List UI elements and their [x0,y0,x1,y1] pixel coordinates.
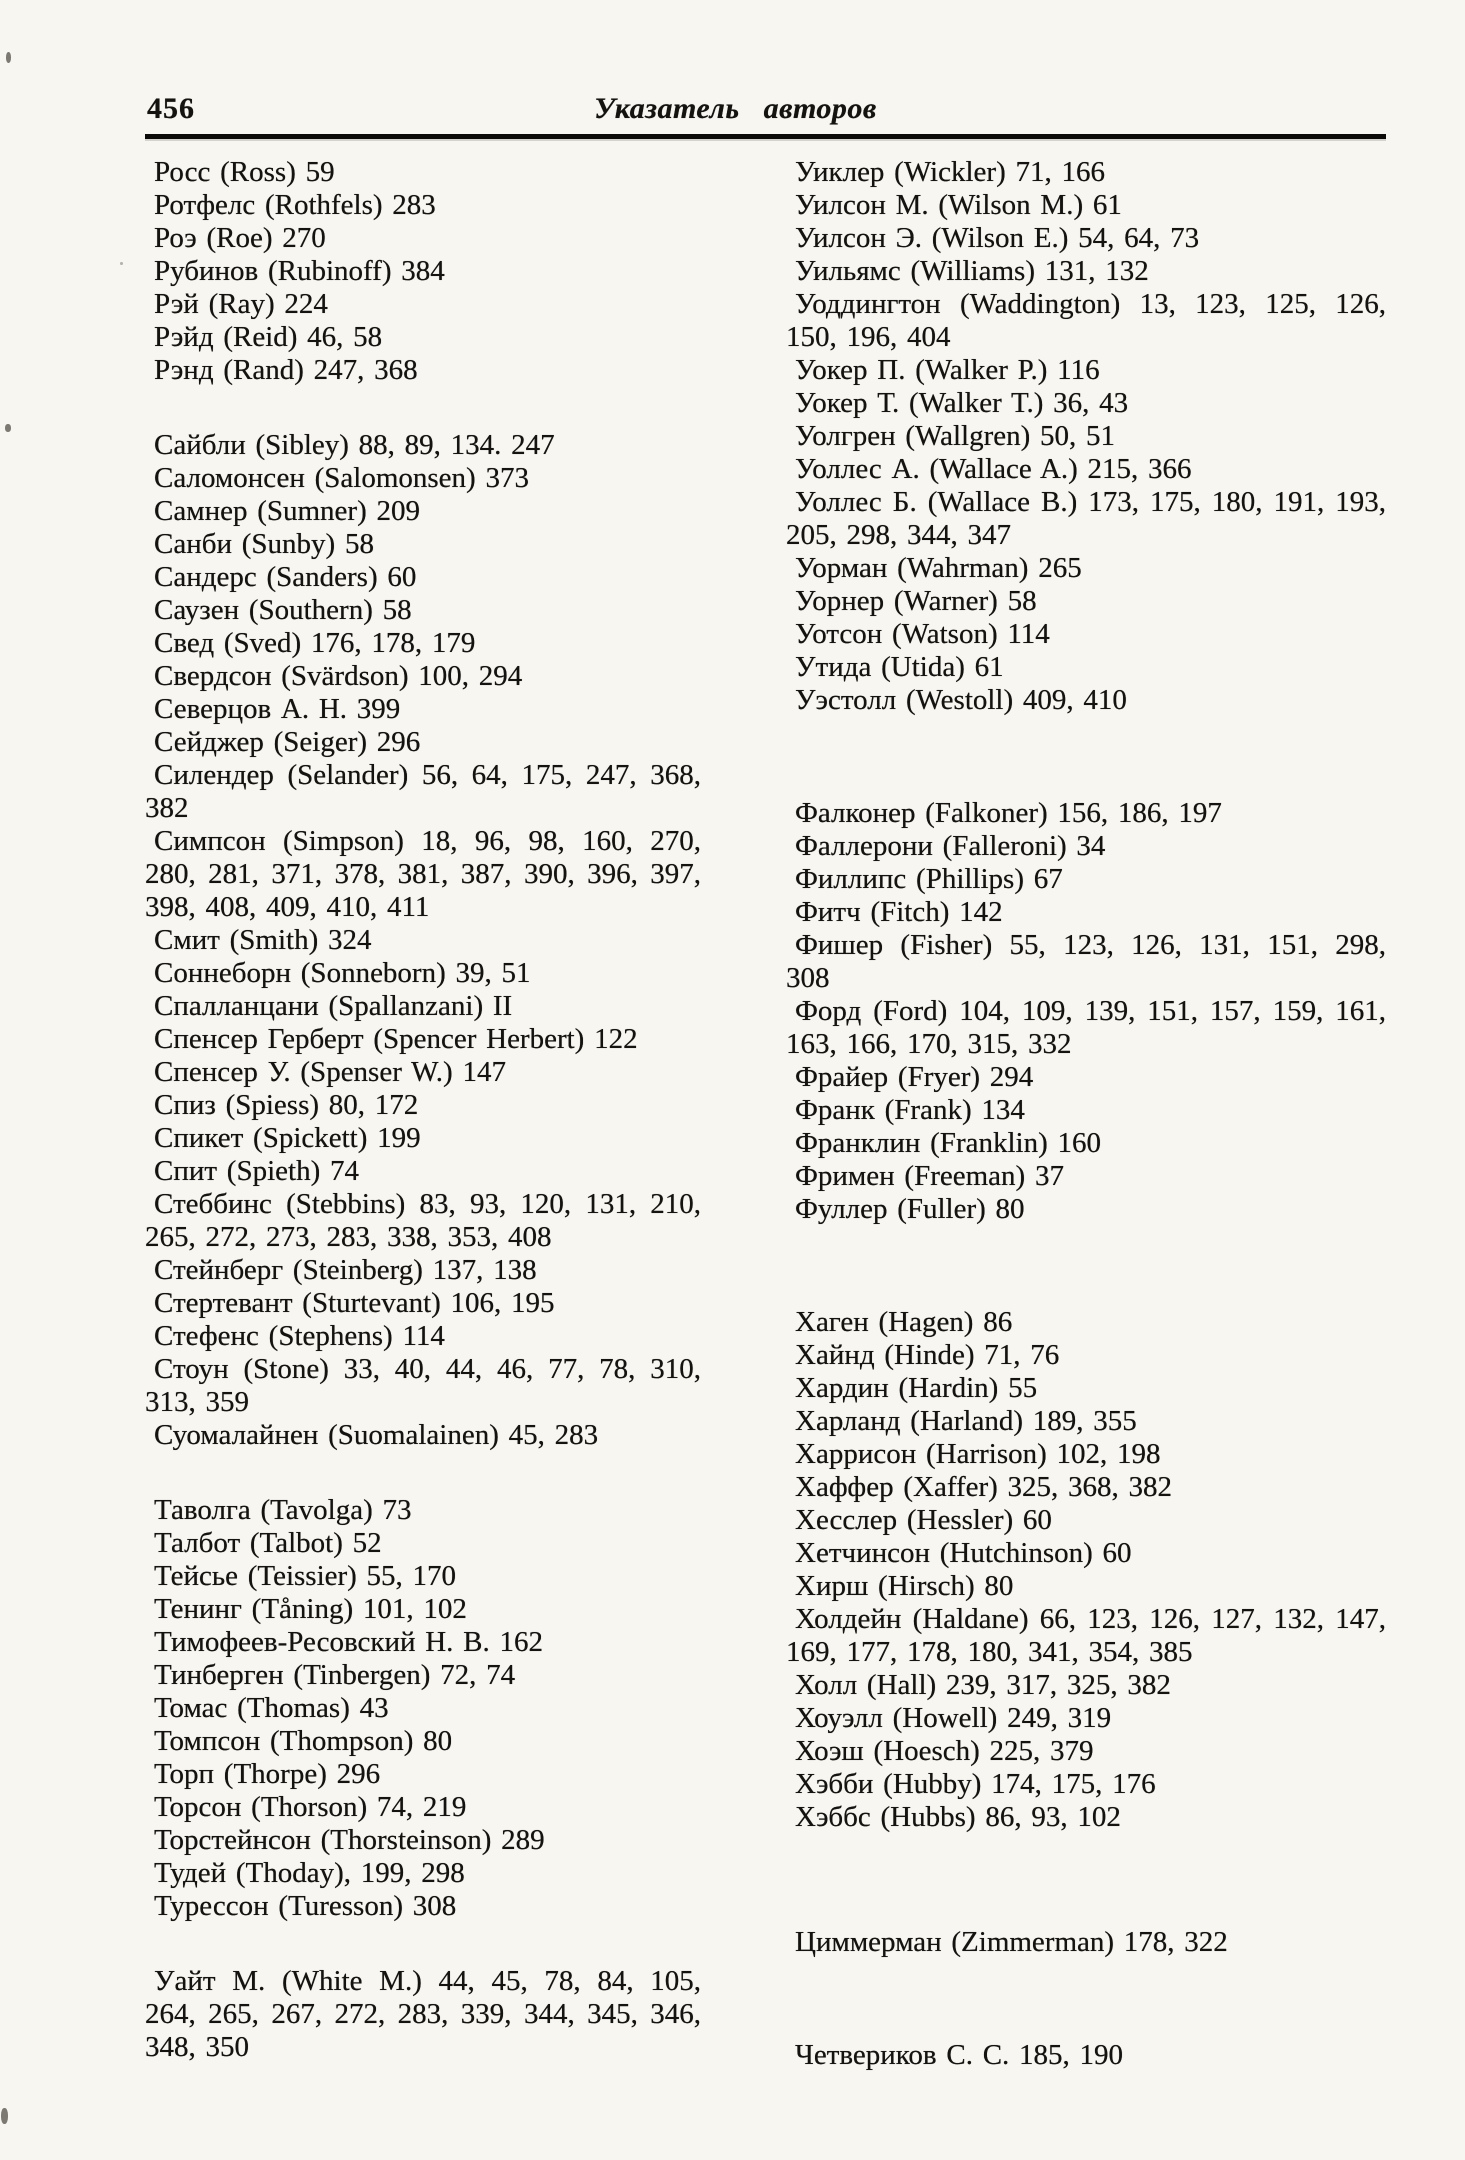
index-entry: Хесслер (Hessler) 60 [795,1504,1052,1536]
index-entry: Уорман (Wahrman) 265 [795,552,1082,584]
index-entry: Турессон (Turesson) 308 [154,1890,457,1922]
index-entry: Стоун (Stone) 33, 40, 44, 46, 77, 78, 310, 313, 359 [145,1353,701,1418]
index-entry: Уотсон (Watson) 114 [795,618,1050,650]
scan-speck [6,52,11,63]
index-entry: Силендер (Selander) 56, 64, 175, 247, 368, 382 [145,759,701,824]
index-entry: Томпсон (Thompson) 80 [154,1725,453,1757]
index-entry: Свед (Sved) 176, 178, 179 [154,627,476,659]
index-entry: Холдейн (Haldane) 66, 123, 126, 127, 132, 147, 169, 177, 178, 180, 341, 354, 385 [786,1603,1386,1668]
index-columns [145,156,1386,2072]
index-entry: Таволга (Tavolga) 73 [154,1494,412,1526]
index-entry: Санби (Sunby) 58 [154,528,374,560]
header-rule [145,134,1386,139]
index-entry: Утида (Utida) 61 [795,651,1004,683]
scan-speck [5,424,11,432]
index-entry: Тинберген (Tinbergen) 72, 74 [154,1659,516,1691]
index-entry: Уоллес Б. (Wallace B.) 173, 175, 180, 191, 193, 205, 298, 344, 347 [786,486,1386,551]
index-entry: Уиклер (Wickler) 71, 166 [795,156,1105,188]
index-entry: Уэстолл (Westoll) 409, 410 [795,684,1127,716]
index-entry: Фрайер (Fryer) 294 [795,1061,1034,1093]
index-entry: Северцов А. Н. 399 [154,693,401,725]
index-entry: Спикет (Spickett) 199 [154,1122,421,1154]
index-entry: Четвериков С. С. 185, 190 [795,2039,1124,2071]
index-entry: Фуллер (Fuller) 80 [795,1193,1025,1225]
index-entry: Саузен (Southern) 58 [154,594,412,626]
index-entry: Спалланцани (Spallanzani) II [154,990,513,1022]
index-entry: Фалконер (Falkoner) 156, 186, 197 [795,797,1222,829]
index-entry: Смит (Smith) 324 [154,924,372,956]
index-entry: Филлипс (Phillips) 67 [795,863,1063,895]
index-entry: Хоэш (Hoesch) 225, 379 [795,1735,1094,1767]
index-entry: Стефенс (Stephens) 114 [154,1320,445,1352]
index-entry: Стейнберг (Steinberg) 137, 138 [154,1254,537,1286]
index-entry: Ротфелс (Rothfels) 283 [154,189,436,221]
index-entry: Спит (Spieth) 74 [154,1155,359,1187]
letter-group-Х [786,1306,1386,1834]
index-entry: Хардин (Hardin) 55 [795,1372,1038,1404]
index-entry: Рэй (Ray) 224 [154,288,328,320]
index-entry: Спиз (Spiess) 80, 172 [154,1089,419,1121]
index-entry: Свердсон (Svärdson) 100, 294 [154,660,523,692]
index-entry: Стертевант (Sturtevant) 106, 195 [154,1287,555,1319]
index-entry: Рубинов (Rubinoff) 384 [154,255,445,287]
index-entry: Сандерс (Sanders) 60 [154,561,417,593]
index-entry: Рэйд (Reid) 46, 58 [154,321,383,353]
index-entry: Уоллес А. (Wallace A.) 215, 366 [795,453,1192,485]
index-entry: Франк (Frank) 134 [795,1094,1025,1126]
index-entry: Уилсон Э. (Wilson E.) 54, 64, 73 [795,222,1200,254]
index-entry: Уокер П. (Walker P.) 116 [795,354,1100,386]
index-entry: Харланд (Harland) 189, 355 [795,1405,1137,1437]
index-entry: Хоуэлл (Howell) 249, 319 [795,1702,1112,1734]
letter-group-С [145,429,701,1452]
index-entry: Томас (Thomas) 43 [154,1692,389,1724]
index-entry: Тейсье (Teissier) 55, 170 [154,1560,457,1592]
index-entry: Торп (Thorpe) 296 [154,1758,381,1790]
index-entry: Уильямс (Williams) 131, 132 [795,255,1149,287]
index-entry: Циммерман (Zimmerman) 178, 322 [795,1926,1228,1958]
index-entry: Фримен (Freeman) 37 [795,1160,1064,1192]
index-entry: Уайт М. (White M.) 44, 45, 78, 84, 105, 264, 265, 267, 272, 283, 339, 344, 345, 346, 348, 350 [145,1965,701,2063]
index-entry: Тимофеев-Ресовский Н. В. 162 [154,1626,544,1658]
letter-group-Ц [786,1926,1386,1959]
index-entry: Торстейнсон (Thorsteinson) 289 [154,1824,545,1856]
index-entry: Роэ (Roe) 270 [154,222,326,254]
letter-group-Ч [786,2039,1386,2072]
index-entry: Хэббс (Hubbs) 86, 93, 102 [795,1801,1121,1833]
index-left-column [145,156,701,2072]
index-entry: Спенсер Герберт (Spencer Herbert) 122 [154,1023,638,1055]
index-entry: Хайнд (Hinde) 71, 76 [795,1339,1060,1371]
index-entry: Тудей (Thoday), 199, 298 [154,1857,465,1889]
index-entry: Спенсер У. (Spenser W.) 147 [154,1056,506,1088]
index-entry: Харрисон (Harrison) 102, 198 [795,1438,1161,1470]
index-entry: Стеббинс (Stebbins) 83, 93, 120, 131, 210, 265, 272, 273, 283, 338, 353, 408 [145,1188,701,1253]
index-entry: Фитч (Fitch) 142 [795,896,1003,928]
index-entry: Хаген (Hagen) 86 [795,1306,1013,1338]
index-entry: Сайбли (Sibley) 88, 89, 134. 247 [154,429,555,461]
index-entry: Уокер Т. (Walker T.) 36, 43 [795,387,1129,419]
index-entry: Суомалайнен (Suomalainen) 45, 283 [154,1419,599,1451]
index-entry: Саломонсен (Salomonsen) 373 [154,462,529,494]
index-entry: Хетчинсон (Hutchinson) 60 [795,1537,1132,1569]
index-entry: Хаффер (Xaffer) 325, 368, 382 [795,1471,1173,1503]
running-title: Указатель авторов [594,92,877,125]
index-entry: Фишер (Fisher) 55, 123, 126, 131, 151, 298, 308 [786,929,1386,994]
scan-speck [120,262,123,265]
index-entry: Росс (Ross) 59 [154,156,335,188]
index-entry: Симпсон (Simpson) 18, 96, 98, 160, 270, 280, 281, 371, 378, 381, 387, 390, 396, 397, 398, 408, 409, 410, 411 [145,825,701,923]
letter-group-У [145,1965,701,2064]
index-entry: Соннеборн (Sonneborn) 39, 51 [154,957,531,989]
index-entry: Хэбби (Hubby) 174, 175, 176 [795,1768,1156,1800]
index-entry: Уорнер (Warner) 58 [795,585,1037,617]
index-entry: Тенинг (Tåning) 101, 102 [154,1593,467,1625]
index-entry: Хирш (Hirsch) 80 [795,1570,1014,1602]
index-entry: Рэнд (Rand) 247, 368 [154,354,418,386]
letter-group-Р [145,156,701,387]
index-entry: Торсон (Thorson) 74, 219 [154,1791,467,1823]
index-entry: Форд (Ford) 104, 109, 139, 151, 157, 159, 161, 163, 166, 170, 315, 332 [786,995,1386,1060]
index-entry: Сейджер (Seiger) 296 [154,726,421,758]
scan-speck [1,2108,8,2124]
index-entry: Уоддингтон (Waddington) 13, 123, 125, 126, 150, 196, 404 [786,288,1386,353]
page-header [145,92,1386,130]
index-entry: Талбот (Talbot) 52 [154,1527,382,1559]
letter-group-Ф [786,797,1386,1226]
letter-group-У [786,156,1386,717]
index-entry: Франклин (Franklin) 160 [795,1127,1101,1159]
letter-group-Т [145,1494,701,1923]
index-entry: Уолгрен (Wallgren) 50, 51 [795,420,1116,452]
page-number: 456 [147,92,195,125]
index-entry: Самнер (Sumner) 209 [154,495,420,527]
index-entry: Уилсон М. (Wilson M.) 61 [795,189,1122,221]
index-entry: Фаллерони (Falleroni) 34 [795,830,1106,862]
index-entry: Холл (Hall) 239, 317, 325, 382 [795,1669,1171,1701]
index-right-column [786,156,1386,2072]
